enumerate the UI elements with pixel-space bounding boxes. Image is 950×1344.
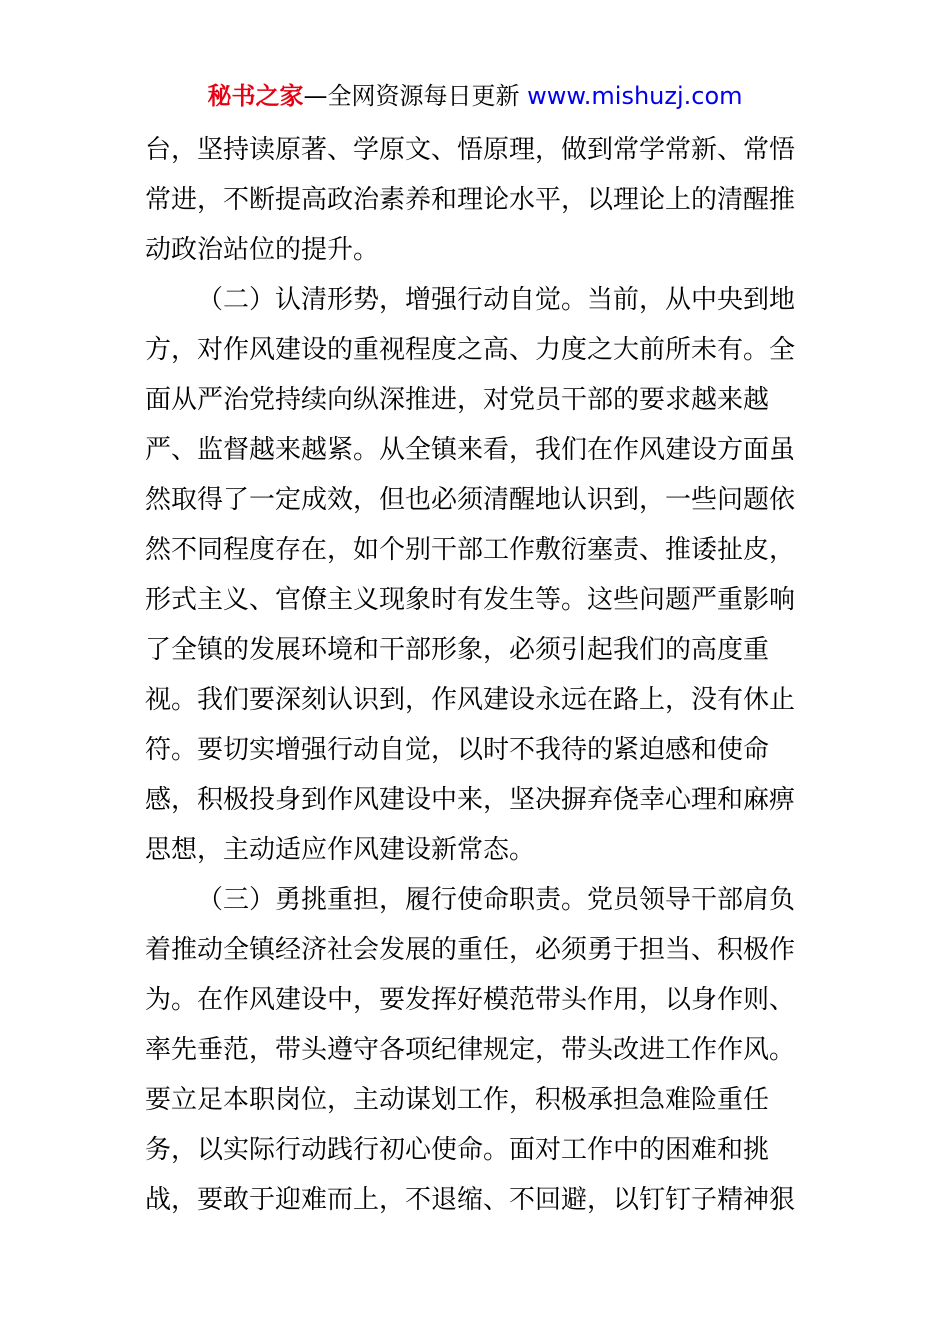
- text-line: 率先垂范，带头遵守各项纪律规定，带头改进工作作风。: [145, 1035, 796, 1065]
- text-line: 思想，主动适应作风建设新常态。: [145, 835, 536, 865]
- text-line: 然不同程度存在，如个别干部工作敷衍塞责、推诿扯皮，: [145, 535, 796, 565]
- text-line: 要立足本职岗位，主动谋划工作，积极承担急难险重任: [145, 1085, 770, 1115]
- text-line: 了全镇的发展环境和干部形象，必须引起我们的高度重: [145, 635, 770, 665]
- text-line: 战，要敢于迎难而上，不退缩、不回避，以钉钉子精神狠: [145, 1185, 796, 1215]
- text-line: 动政治站位的提升。: [145, 235, 380, 265]
- text-line: 方，对作风建设的重视程度之高、力度之大前所未有。全: [145, 335, 796, 365]
- text-line: 为。在作风建设中，要发挥好模范带头作用，以身作则、: [145, 985, 796, 1015]
- text-line: 符。要切实增强行动自觉，以时不我待的紧迫感和使命: [145, 735, 770, 765]
- text-line: 视。我们要深刻认识到，作风建设永远在路上，没有休止: [145, 685, 796, 715]
- text-line: 形式主义、官僚主义现象时有发生等。这些问题严重影响: [145, 585, 796, 615]
- section-heading-line: （二）认清形势，增强行动自觉。当前，从中央到地: [197, 285, 796, 315]
- site-name: 秘书之家: [207, 82, 304, 110]
- site-header: [0, 80, 950, 112]
- text-line: 着推动全镇经济社会发展的重任，必须勇于担当、积极作: [145, 935, 796, 965]
- site-url-link[interactable]: www.mishuzj.com: [527, 82, 743, 110]
- text-line: 感，积极投身到作风建设中来，坚决摒弃侥幸心理和麻痹: [145, 785, 796, 815]
- document-body: [145, 125, 815, 1225]
- section-heading-line: （三）勇挑重担，履行使命职责。党员领导干部肩负: [197, 885, 796, 915]
- text-line: 然取得了一定成效，但也必须清醒地认识到，一些问题依: [145, 485, 796, 515]
- site-tagline: —全网资源每日更新: [303, 82, 520, 110]
- text-line: 务，以实际行动践行初心使命。面对工作中的困难和挑: [145, 1135, 770, 1165]
- text-line: 台，坚持读原著、学原文、悟原理，做到常学常新、常悟: [145, 135, 796, 165]
- text-line: 严、监督越来越紧。从全镇来看，我们在作风建设方面虽: [145, 435, 796, 465]
- text-line: 面从严治党持续向纵深推进，对党员干部的要求越来越: [145, 385, 770, 415]
- text-line: 常进，不断提高政治素养和理论水平，以理论上的清醒推: [145, 185, 796, 215]
